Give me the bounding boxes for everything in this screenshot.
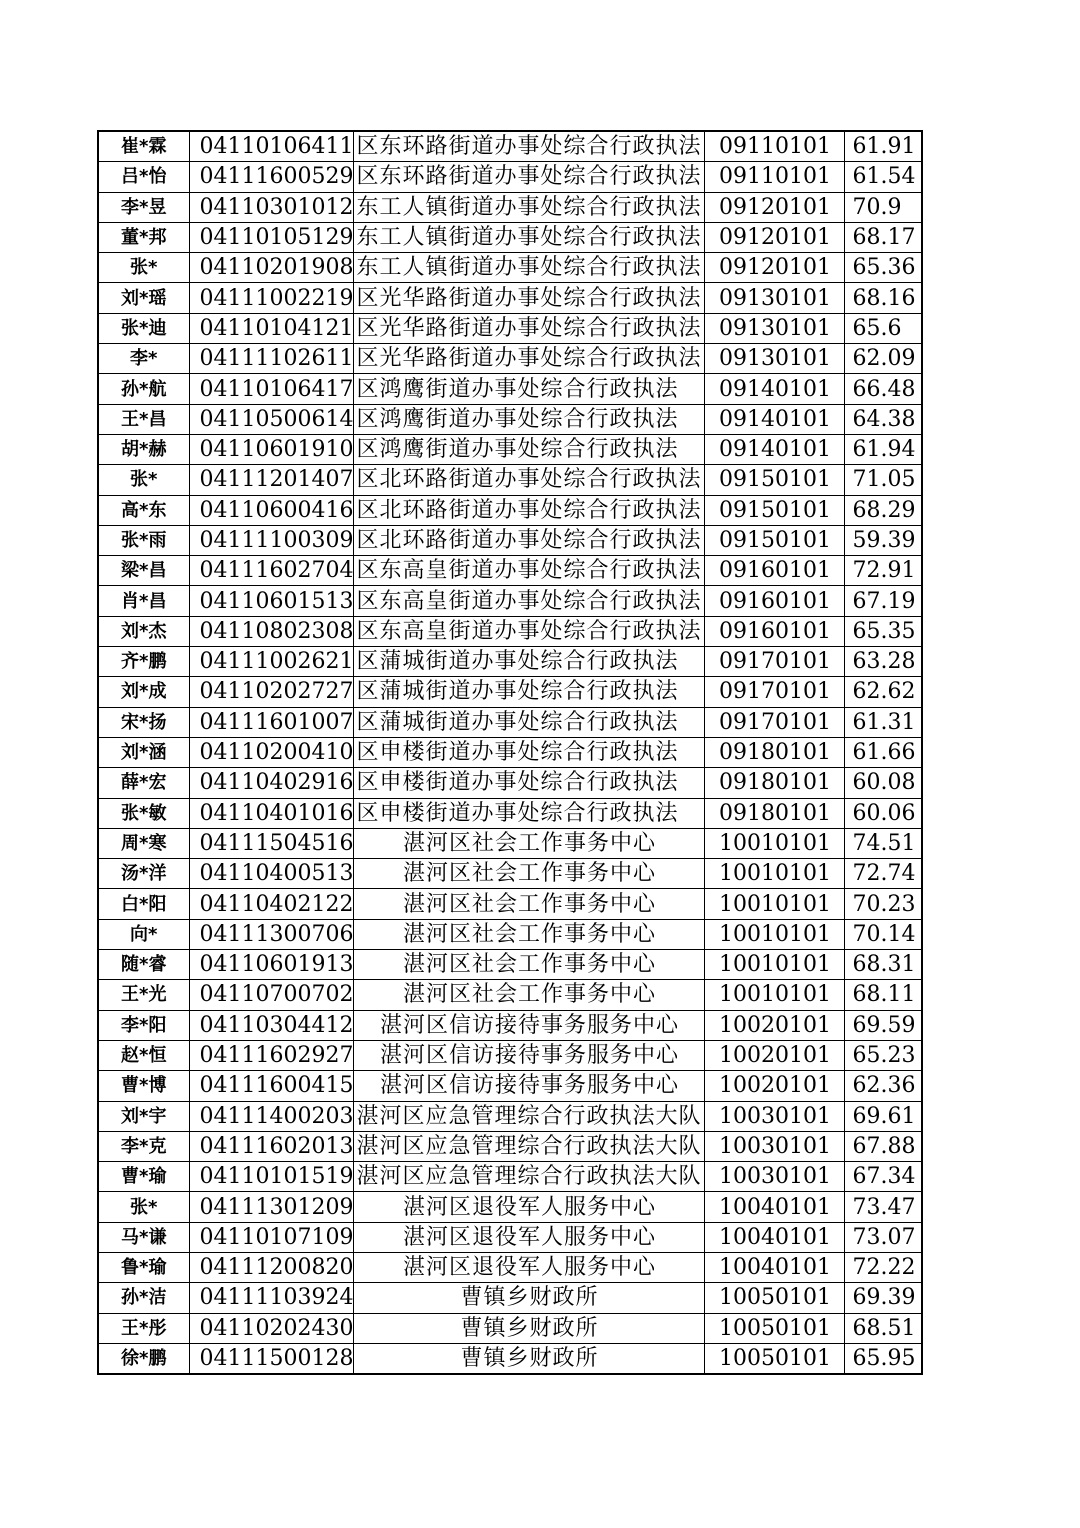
score-cell: 67.34	[845, 1162, 922, 1192]
score-cell: 65.36	[845, 253, 922, 283]
candidate-name-cell: 李*	[98, 344, 189, 374]
score-cell: 69.59	[845, 1010, 922, 1040]
table-row	[98, 768, 922, 798]
exam-number-cell: 04110106417	[189, 374, 354, 404]
exam-number-cell: 04111102611	[189, 344, 354, 374]
table-row	[98, 1252, 922, 1282]
employer-unit-cell: 区北环路街道办事处综合行政执法	[354, 525, 705, 555]
employer-unit-cell: 湛河区信访接待事务服务中心	[354, 1040, 705, 1070]
employer-unit-cell: 湛河区应急管理综合行政执法大队	[354, 1162, 705, 1192]
candidate-name-cell: 张*	[98, 1192, 189, 1222]
position-code-cell: 10040101	[705, 1252, 845, 1282]
exam-number-cell: 04111301209	[189, 1192, 354, 1222]
candidate-name-cell: 董*邦	[98, 222, 189, 252]
exam-number-cell: 04111601007	[189, 707, 354, 737]
candidate-name-cell: 李*阳	[98, 1010, 189, 1040]
table-row	[98, 980, 922, 1010]
score-cell: 66.48	[845, 374, 922, 404]
candidate-name-cell: 李*昱	[98, 192, 189, 222]
exam-number-cell: 04110700702	[189, 980, 354, 1010]
score-cell: 72.22	[845, 1252, 922, 1282]
exam-number-cell: 04111602927	[189, 1040, 354, 1070]
exam-number-cell: 04111602013	[189, 1131, 354, 1161]
employer-unit-cell: 区蒲城街道办事处综合行政执法	[354, 647, 705, 677]
exam-number-cell: 04110500614	[189, 404, 354, 434]
employer-unit-cell: 湛河区信访接待事务服务中心	[354, 1010, 705, 1040]
exam-number-cell: 04110106411	[189, 131, 354, 162]
table-row	[98, 586, 922, 616]
position-code-cell: 10010101	[705, 859, 845, 889]
candidate-name-cell: 刘*成	[98, 677, 189, 707]
table-row	[98, 1343, 922, 1374]
candidate-name-cell: 曹*瑜	[98, 1162, 189, 1192]
position-code-cell: 09160101	[705, 586, 845, 616]
score-cell: 65.95	[845, 1343, 922, 1374]
table-row	[98, 919, 922, 949]
candidate-name-cell: 张*	[98, 465, 189, 495]
candidate-name-cell: 张*敏	[98, 798, 189, 828]
exam-number-cell: 04111103924	[189, 1283, 354, 1313]
table-row	[98, 374, 922, 404]
position-code-cell: 09180101	[705, 798, 845, 828]
score-cell: 61.94	[845, 434, 922, 464]
score-cell: 60.08	[845, 768, 922, 798]
candidate-name-cell: 崔*霖	[98, 131, 189, 162]
score-cell: 70.14	[845, 919, 922, 949]
employer-unit-cell: 区鸿鹰街道办事处综合行政执法	[354, 404, 705, 434]
position-code-cell: 10010101	[705, 980, 845, 1010]
score-cell: 71.05	[845, 465, 922, 495]
exam-number-cell: 04110201908	[189, 253, 354, 283]
position-code-cell: 09130101	[705, 313, 845, 343]
table-row	[98, 647, 922, 677]
exam-number-cell: 04111500128	[189, 1343, 354, 1374]
table-row	[98, 1162, 922, 1192]
table-row	[98, 1283, 922, 1313]
candidate-name-cell: 王*昌	[98, 404, 189, 434]
employer-unit-cell: 曹镇乡财政所	[354, 1283, 705, 1313]
employer-unit-cell: 湛河区应急管理综合行政执法大队	[354, 1131, 705, 1161]
candidate-name-cell: 刘*涵	[98, 737, 189, 767]
position-code-cell: 09110101	[705, 162, 845, 192]
table-row	[98, 950, 922, 980]
exam-number-cell: 04110401016	[189, 798, 354, 828]
position-code-cell: 10020101	[705, 1071, 845, 1101]
score-cell: 61.66	[845, 737, 922, 767]
table-row	[98, 556, 922, 586]
table-row	[98, 313, 922, 343]
employer-unit-cell: 区鸿鹰街道办事处综合行政执法	[354, 374, 705, 404]
table-row	[98, 859, 922, 889]
position-code-cell: 09120101	[705, 253, 845, 283]
results-table	[97, 130, 923, 1375]
score-cell: 65.23	[845, 1040, 922, 1070]
score-cell: 60.06	[845, 798, 922, 828]
exam-number-cell: 04110202430	[189, 1313, 354, 1343]
score-cell: 65.6	[845, 313, 922, 343]
candidate-name-cell: 汤*洋	[98, 859, 189, 889]
score-cell: 62.36	[845, 1071, 922, 1101]
position-code-cell: 10050101	[705, 1313, 845, 1343]
score-cell: 69.39	[845, 1283, 922, 1313]
score-cell: 62.62	[845, 677, 922, 707]
employer-unit-cell: 湛河区应急管理综合行政执法大队	[354, 1101, 705, 1131]
position-code-cell: 09130101	[705, 344, 845, 374]
score-cell: 70.9	[845, 192, 922, 222]
position-code-cell: 09120101	[705, 222, 845, 252]
score-cell: 61.91	[845, 131, 922, 162]
employer-unit-cell: 区申楼街道办事处综合行政执法	[354, 768, 705, 798]
score-cell: 67.19	[845, 586, 922, 616]
position-code-cell: 09140101	[705, 374, 845, 404]
table-row	[98, 404, 922, 434]
table-row	[98, 707, 922, 737]
position-code-cell: 09130101	[705, 283, 845, 313]
position-code-cell: 10050101	[705, 1283, 845, 1313]
exam-number-cell: 04111504516	[189, 828, 354, 858]
candidate-name-cell: 宋*扬	[98, 707, 189, 737]
table-row	[98, 889, 922, 919]
table-row	[98, 798, 922, 828]
position-code-cell: 09150101	[705, 465, 845, 495]
position-code-cell: 10030101	[705, 1162, 845, 1192]
employer-unit-cell: 区申楼街道办事处综合行政执法	[354, 798, 705, 828]
position-code-cell: 09150101	[705, 495, 845, 525]
table-row	[98, 1071, 922, 1101]
score-cell: 64.38	[845, 404, 922, 434]
table-row	[98, 192, 922, 222]
candidate-name-cell: 徐*鹏	[98, 1343, 189, 1374]
position-code-cell: 09170101	[705, 647, 845, 677]
candidate-name-cell: 曹*博	[98, 1071, 189, 1101]
exam-number-cell: 04111400203	[189, 1101, 354, 1131]
candidate-name-cell: 肖*昌	[98, 586, 189, 616]
score-cell: 73.47	[845, 1192, 922, 1222]
exam-number-cell: 04110601913	[189, 950, 354, 980]
score-cell: 72.91	[845, 556, 922, 586]
table-row	[98, 1131, 922, 1161]
candidate-name-cell: 吕*怡	[98, 162, 189, 192]
position-code-cell: 09150101	[705, 525, 845, 555]
employer-unit-cell: 区蒲城街道办事处综合行政执法	[354, 707, 705, 737]
candidate-name-cell: 王*彤	[98, 1313, 189, 1343]
exam-number-cell: 04110105129	[189, 222, 354, 252]
candidate-name-cell: 王*光	[98, 980, 189, 1010]
score-cell: 68.51	[845, 1313, 922, 1343]
score-cell: 70.23	[845, 889, 922, 919]
score-cell: 73.07	[845, 1222, 922, 1252]
position-code-cell: 09160101	[705, 616, 845, 646]
table-row	[98, 1313, 922, 1343]
table-row	[98, 1040, 922, 1070]
position-code-cell: 09140101	[705, 434, 845, 464]
position-code-cell: 10010101	[705, 828, 845, 858]
employer-unit-cell: 区蒲城街道办事处综合行政执法	[354, 677, 705, 707]
exam-number-cell: 04110601910	[189, 434, 354, 464]
position-code-cell: 09120101	[705, 192, 845, 222]
candidate-name-cell: 孙*航	[98, 374, 189, 404]
table-row	[98, 1010, 922, 1040]
table-row	[98, 253, 922, 283]
exam-number-cell: 04110600416	[189, 495, 354, 525]
position-code-cell: 10040101	[705, 1222, 845, 1252]
candidate-name-cell: 白*阳	[98, 889, 189, 919]
candidate-name-cell: 张*雨	[98, 525, 189, 555]
candidate-name-cell: 周*寒	[98, 828, 189, 858]
table-row	[98, 737, 922, 767]
employer-unit-cell: 湛河区社会工作事务中心	[354, 950, 705, 980]
score-cell: 74.51	[845, 828, 922, 858]
employer-unit-cell: 区东高皇街道办事处综合行政执法	[354, 586, 705, 616]
position-code-cell: 10020101	[705, 1040, 845, 1070]
employer-unit-cell: 东工人镇街道办事处综合行政执法	[354, 253, 705, 283]
candidate-name-cell: 赵*恒	[98, 1040, 189, 1070]
position-code-cell: 09160101	[705, 556, 845, 586]
exam-number-cell: 04110202727	[189, 677, 354, 707]
exam-number-cell: 04110400513	[189, 859, 354, 889]
position-code-cell: 09140101	[705, 404, 845, 434]
exam-number-cell: 04111100309	[189, 525, 354, 555]
employer-unit-cell: 湛河区社会工作事务中心	[354, 889, 705, 919]
table-row	[98, 1101, 922, 1131]
exam-number-cell: 04111600415	[189, 1071, 354, 1101]
position-code-cell: 10030101	[705, 1131, 845, 1161]
score-cell: 68.31	[845, 950, 922, 980]
exam-number-cell: 04110200410	[189, 737, 354, 767]
table-row	[98, 616, 922, 646]
position-code-cell: 10050101	[705, 1343, 845, 1374]
position-code-cell: 09110101	[705, 131, 845, 162]
candidate-name-cell: 向*	[98, 919, 189, 949]
table-row	[98, 131, 922, 162]
employer-unit-cell: 曹镇乡财政所	[354, 1313, 705, 1343]
exam-number-cell: 04110402916	[189, 768, 354, 798]
exam-number-cell: 04110104121	[189, 313, 354, 343]
employer-unit-cell: 湛河区社会工作事务中心	[354, 980, 705, 1010]
position-code-cell: 10030101	[705, 1101, 845, 1131]
table-row	[98, 344, 922, 374]
employer-unit-cell: 区申楼街道办事处综合行政执法	[354, 737, 705, 767]
results-table-body	[98, 131, 922, 1374]
employer-unit-cell: 湛河区退役军人服务中心	[354, 1222, 705, 1252]
employer-unit-cell: 东工人镇街道办事处综合行政执法	[354, 222, 705, 252]
employer-unit-cell: 区光华路街道办事处综合行政执法	[354, 283, 705, 313]
candidate-name-cell: 胡*赫	[98, 434, 189, 464]
candidate-name-cell: 梁*昌	[98, 556, 189, 586]
position-code-cell: 09170101	[705, 677, 845, 707]
exam-number-cell: 04111602704	[189, 556, 354, 586]
candidate-name-cell: 薛*宏	[98, 768, 189, 798]
table-row	[98, 495, 922, 525]
candidate-name-cell: 张*迪	[98, 313, 189, 343]
position-code-cell: 09180101	[705, 737, 845, 767]
candidate-name-cell: 随*睿	[98, 950, 189, 980]
position-code-cell: 10040101	[705, 1192, 845, 1222]
employer-unit-cell: 区东环路街道办事处综合行政执法	[354, 162, 705, 192]
candidate-name-cell: 刘*宇	[98, 1101, 189, 1131]
exam-number-cell: 04111201407	[189, 465, 354, 495]
score-cell: 68.29	[845, 495, 922, 525]
exam-number-cell: 04110601513	[189, 586, 354, 616]
score-cell: 68.16	[845, 283, 922, 313]
candidate-name-cell: 刘*杰	[98, 616, 189, 646]
exam-number-cell: 04111002219	[189, 283, 354, 313]
table-row	[98, 1222, 922, 1252]
position-code-cell: 09170101	[705, 707, 845, 737]
candidate-name-cell: 刘*瑶	[98, 283, 189, 313]
employer-unit-cell: 湛河区社会工作事务中心	[354, 828, 705, 858]
employer-unit-cell: 区光华路街道办事处综合行政执法	[354, 313, 705, 343]
candidate-name-cell: 齐*鹏	[98, 647, 189, 677]
employer-unit-cell: 曹镇乡财政所	[354, 1343, 705, 1374]
employer-unit-cell: 区东环路街道办事处综合行政执法	[354, 131, 705, 162]
exam-number-cell: 04110304412	[189, 1010, 354, 1040]
score-cell: 68.17	[845, 222, 922, 252]
score-cell: 68.11	[845, 980, 922, 1010]
table-row	[98, 283, 922, 313]
candidate-name-cell: 孙*洁	[98, 1283, 189, 1313]
score-cell: 65.35	[845, 616, 922, 646]
table-row	[98, 434, 922, 464]
employer-unit-cell: 区东高皇街道办事处综合行政执法	[354, 616, 705, 646]
employer-unit-cell: 区北环路街道办事处综合行政执法	[354, 465, 705, 495]
employer-unit-cell: 区北环路街道办事处综合行政执法	[354, 495, 705, 525]
candidate-name-cell: 李*克	[98, 1131, 189, 1161]
candidate-name-cell: 高*东	[98, 495, 189, 525]
score-cell: 61.31	[845, 707, 922, 737]
exam-number-cell: 04110107109	[189, 1222, 354, 1252]
candidate-name-cell: 马*谦	[98, 1222, 189, 1252]
score-cell: 72.74	[845, 859, 922, 889]
score-cell: 67.88	[845, 1131, 922, 1161]
exam-number-cell: 04110402122	[189, 889, 354, 919]
exam-number-cell: 04110101519	[189, 1162, 354, 1192]
position-code-cell: 10020101	[705, 1010, 845, 1040]
employer-unit-cell: 区东高皇街道办事处综合行政执法	[354, 556, 705, 586]
position-code-cell: 10010101	[705, 950, 845, 980]
table-row	[98, 525, 922, 555]
exam-number-cell: 04111002621	[189, 647, 354, 677]
exam-number-cell: 04111600529	[189, 162, 354, 192]
table-row	[98, 162, 922, 192]
employer-unit-cell: 东工人镇街道办事处综合行政执法	[354, 192, 705, 222]
exam-number-cell: 04111200820	[189, 1252, 354, 1282]
exam-number-cell: 04111300706	[189, 919, 354, 949]
candidate-name-cell: 鲁*瑜	[98, 1252, 189, 1282]
table-row	[98, 1192, 922, 1222]
exam-number-cell: 04110802308	[189, 616, 354, 646]
score-cell: 61.54	[845, 162, 922, 192]
candidate-name-cell: 张*	[98, 253, 189, 283]
score-cell: 69.61	[845, 1101, 922, 1131]
score-cell: 62.09	[845, 344, 922, 374]
employer-unit-cell: 湛河区社会工作事务中心	[354, 919, 705, 949]
employer-unit-cell: 湛河区退役军人服务中心	[354, 1252, 705, 1282]
employer-unit-cell: 区鸿鹰街道办事处综合行政执法	[354, 434, 705, 464]
table-row	[98, 828, 922, 858]
table-row	[98, 222, 922, 252]
position-code-cell: 09180101	[705, 768, 845, 798]
employer-unit-cell: 区光华路街道办事处综合行政执法	[354, 344, 705, 374]
exam-number-cell: 04110301012	[189, 192, 354, 222]
table-row	[98, 465, 922, 495]
table-row	[98, 677, 922, 707]
position-code-cell: 10010101	[705, 919, 845, 949]
score-cell: 59.39	[845, 525, 922, 555]
employer-unit-cell: 湛河区退役军人服务中心	[354, 1192, 705, 1222]
employer-unit-cell: 湛河区社会工作事务中心	[354, 859, 705, 889]
score-cell: 63.28	[845, 647, 922, 677]
employer-unit-cell: 湛河区信访接待事务服务中心	[354, 1071, 705, 1101]
position-code-cell: 10010101	[705, 889, 845, 919]
